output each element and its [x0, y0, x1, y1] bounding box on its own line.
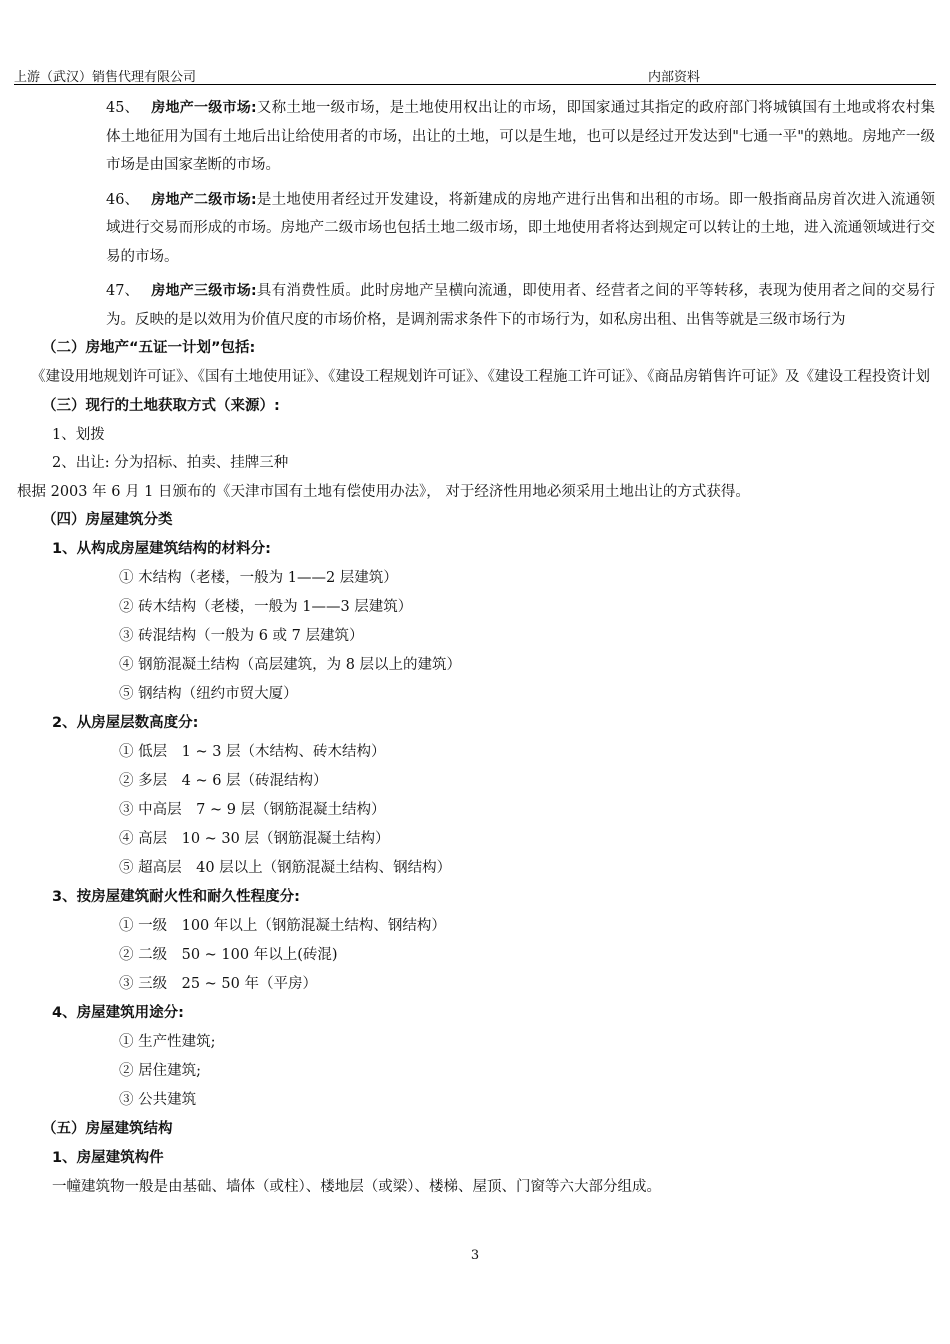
- list-item: ② 多层 4 ~ 6 层（砖混结构）: [119, 773, 328, 789]
- land-source-item: 1、划拨: [52, 426, 105, 443]
- term-title: 房地产三级市场:: [151, 283, 257, 299]
- list-item: ③ 公共建筑: [119, 1092, 197, 1108]
- section-heading-2: （二）房地产“五证一计划”包括:: [42, 340, 256, 356]
- term-paragraph-45: [17, 94, 935, 180]
- term-paragraph-47: [17, 277, 935, 334]
- subsection-heading: 1、从构成房屋建筑结构的材料分:: [52, 541, 271, 557]
- list-item: ⑤ 超高层 40 层以上（钢筋混凝土结构、钢结构）: [119, 860, 452, 876]
- term-number: 47、: [106, 283, 139, 299]
- list-item: ① 生产性建筑;: [119, 1034, 216, 1050]
- list-item: ③ 三级 25 ~ 50 年（平房）: [119, 976, 317, 992]
- list-item: ② 居住建筑;: [119, 1063, 201, 1079]
- subsection-heading: 3、按房屋建筑耐火性和耐久性程度分:: [52, 889, 300, 905]
- term-text: 具有消费性质。此时房地产呈横向流通，即使用者、经营者之间的平等转移，表现为使用者之间的交易行为。反映的是以效用为价值尺度的市场价格，是调剂需求条件下的市场行为，如私房出租、出售等就是三级市场行为: [106, 283, 935, 328]
- list-item: ① 低层 1 ~ 3 层（木结构、砖木结构）: [119, 744, 386, 760]
- term-number: 46、: [106, 191, 139, 208]
- term-number: 45、: [106, 100, 139, 116]
- term-title: 房地产一级市场:: [151, 100, 257, 116]
- list-item: ③ 砖混结构（一般为 6 或 7 层建筑）: [119, 628, 364, 644]
- page-header: [14, 66, 936, 84]
- list-item: ② 二级 50 ~ 100 年以上(砖混): [119, 947, 338, 963]
- term-text: 是土地使用者经过开发建设，将新建成的房地产进行出售和出租的市场。即一般指商品房首次进入流通领域进行交易而形成的市场。房地产二级市场也包括土地二级市场，即土地使用者将达到规定可以转让的土地，进入流通领域进行交易的市场。: [106, 191, 935, 265]
- term-text: 又称土地一级市场，是土地使用权出让的市场，即国家通过其指定的政府部门将城镇国有土地或将农村集体土地征用为国有土地后出让给使用者的市场，出让的土地，可以是生地，也可以是经过开发达到"七通一平"的熟地。房地产一级市场是由国家垄断的市场。: [106, 100, 935, 173]
- list-item: ② 砖木结构（老楼，一般为 1——3 层建筑）: [119, 599, 413, 615]
- building-components-paragraph: 一幢建筑物一般是由基础、墙体（或柱）、楼地层（或梁）、楼梯、屋顶、门窗等六大部分组成。: [52, 1179, 661, 1195]
- list-item: ④ 钢筋混凝土结构（高层建筑，为 8 层以上的建筑）: [119, 657, 462, 673]
- subsection-heading: 2、从房屋层数高度分:: [52, 715, 199, 731]
- document-body: [17, 94, 935, 1202]
- list-item: ① 木结构（老楼，一般为 1——2 层建筑）: [119, 570, 398, 586]
- subsection-heading: 4、房屋建筑用途分:: [52, 1005, 184, 1021]
- company-name: 上游（武汉）销售代理有限公司: [14, 70, 197, 85]
- land-source-note: 根据 2003 年 6 月 1 日颁布的《天津市国有土地有偿使用办法》， 对于经济性用地必须采用土地出让的方式获得。: [17, 483, 750, 500]
- section-heading-3: （三）现行的土地获取方式（来源）:: [42, 397, 280, 414]
- subsection-heading: 1、房屋建筑构件: [52, 1150, 164, 1166]
- page-number: 3: [470, 1248, 480, 1263]
- header-label: 内部资料: [648, 70, 701, 85]
- term-title: 房地产二级市场:: [151, 191, 257, 208]
- section-heading-4: （四）房屋建筑分类: [42, 512, 173, 528]
- term-paragraph-46: [17, 186, 935, 272]
- header-divider: [14, 84, 936, 85]
- list-item: ④ 高层 10 ~ 30 层（钢筋混凝土结构）: [119, 831, 390, 847]
- list-item: ⑤ 钢结构（纽约市贸大厦）: [119, 686, 298, 702]
- list-item: ① 一级 100 年以上（钢筋混凝土结构、钢结构）: [119, 918, 446, 934]
- section-heading-5: （五）房屋建筑结构: [42, 1121, 173, 1137]
- land-source-item: 2、出让: 分为招标、拍卖、挂牌三种: [52, 455, 289, 471]
- list-item: ③ 中高层 7 ~ 9 层（钢筋混凝土结构）: [119, 802, 386, 818]
- permits-paragraph: 《建设用地规划许可证》、《国有土地使用证》、《建设工程规划许可证》、《建设工程施工许可证》、《商品房销售许可证》及《建设工程投资计划: [31, 369, 930, 385]
